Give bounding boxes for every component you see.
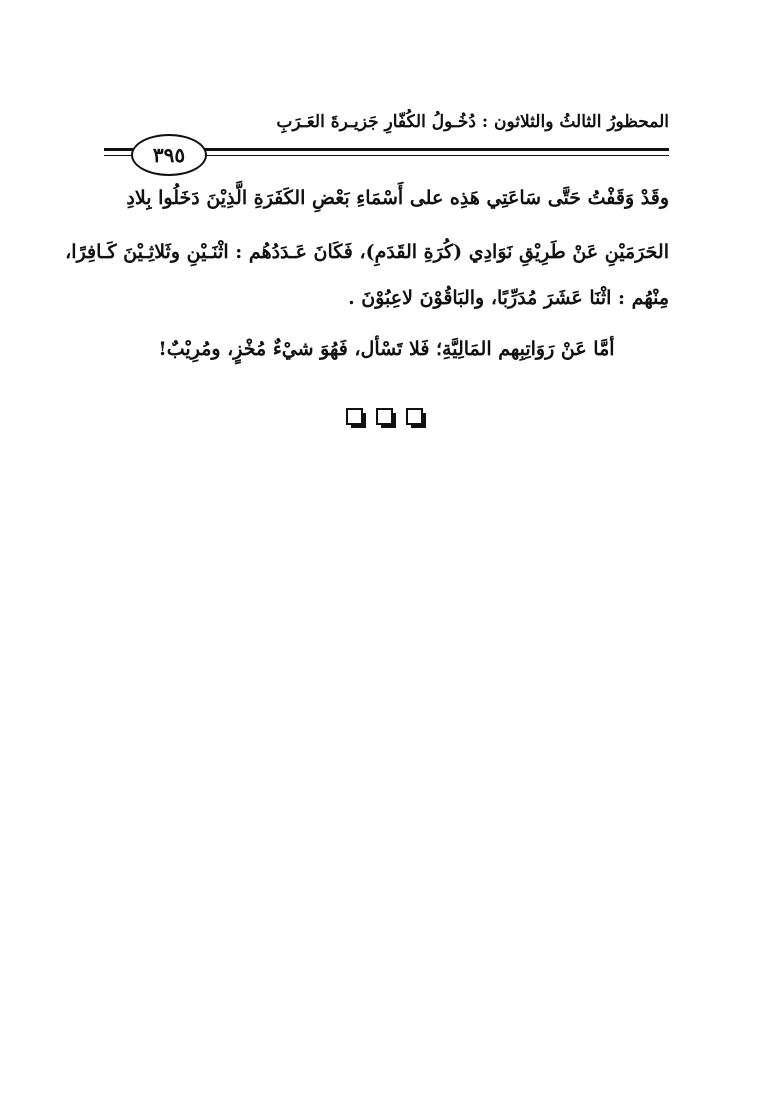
running-header: المحظورُ الثالثُ والثلاثون : دُخُـولُ الكُفّارِ جَزيـرةَ العَـرَبِ (276, 112, 669, 132)
square-ornament-icon (376, 408, 398, 430)
paragraph-line-4: أمَّا عَنْ رَوَاتِبِهم المَالِيَّةِ؛ فَلا تَسْأل، فَهُوَ شيْءٌ مُخْزٍ، ومُرِيْبٌ! (158, 338, 615, 360)
end-ornament (342, 408, 432, 430)
paragraph-line-3: مِنْهُم : اثْنَا عَشَرَ مُدَرِّبًا، والبَاقُوْنَ لاعِبُوْنَ . (348, 287, 669, 309)
square-ornament-icon (406, 408, 428, 430)
page-number: ٣٩٥ (131, 134, 207, 176)
square-ornament-icon (346, 408, 368, 430)
paragraph-line-2: الحَرَمَيْنِ عَنْ طَرِيْقِ نَوَادِي (كُرَةِ القَدَمِ)، فَكَانَ عَـدَدُهُم : اثْنَـيْنِ وثَلاثِـيْنَ كَـافِرًا، (65, 241, 669, 263)
paragraph-line-1: وقَدْ وَقَفْتُ حَتَّى سَاعَتِي هَذِه على أَسْمَاءِ بَعْضِ الكَفَرَةِ الَّذِيْنَ دَخَلُوا بِلادِ (126, 187, 669, 209)
